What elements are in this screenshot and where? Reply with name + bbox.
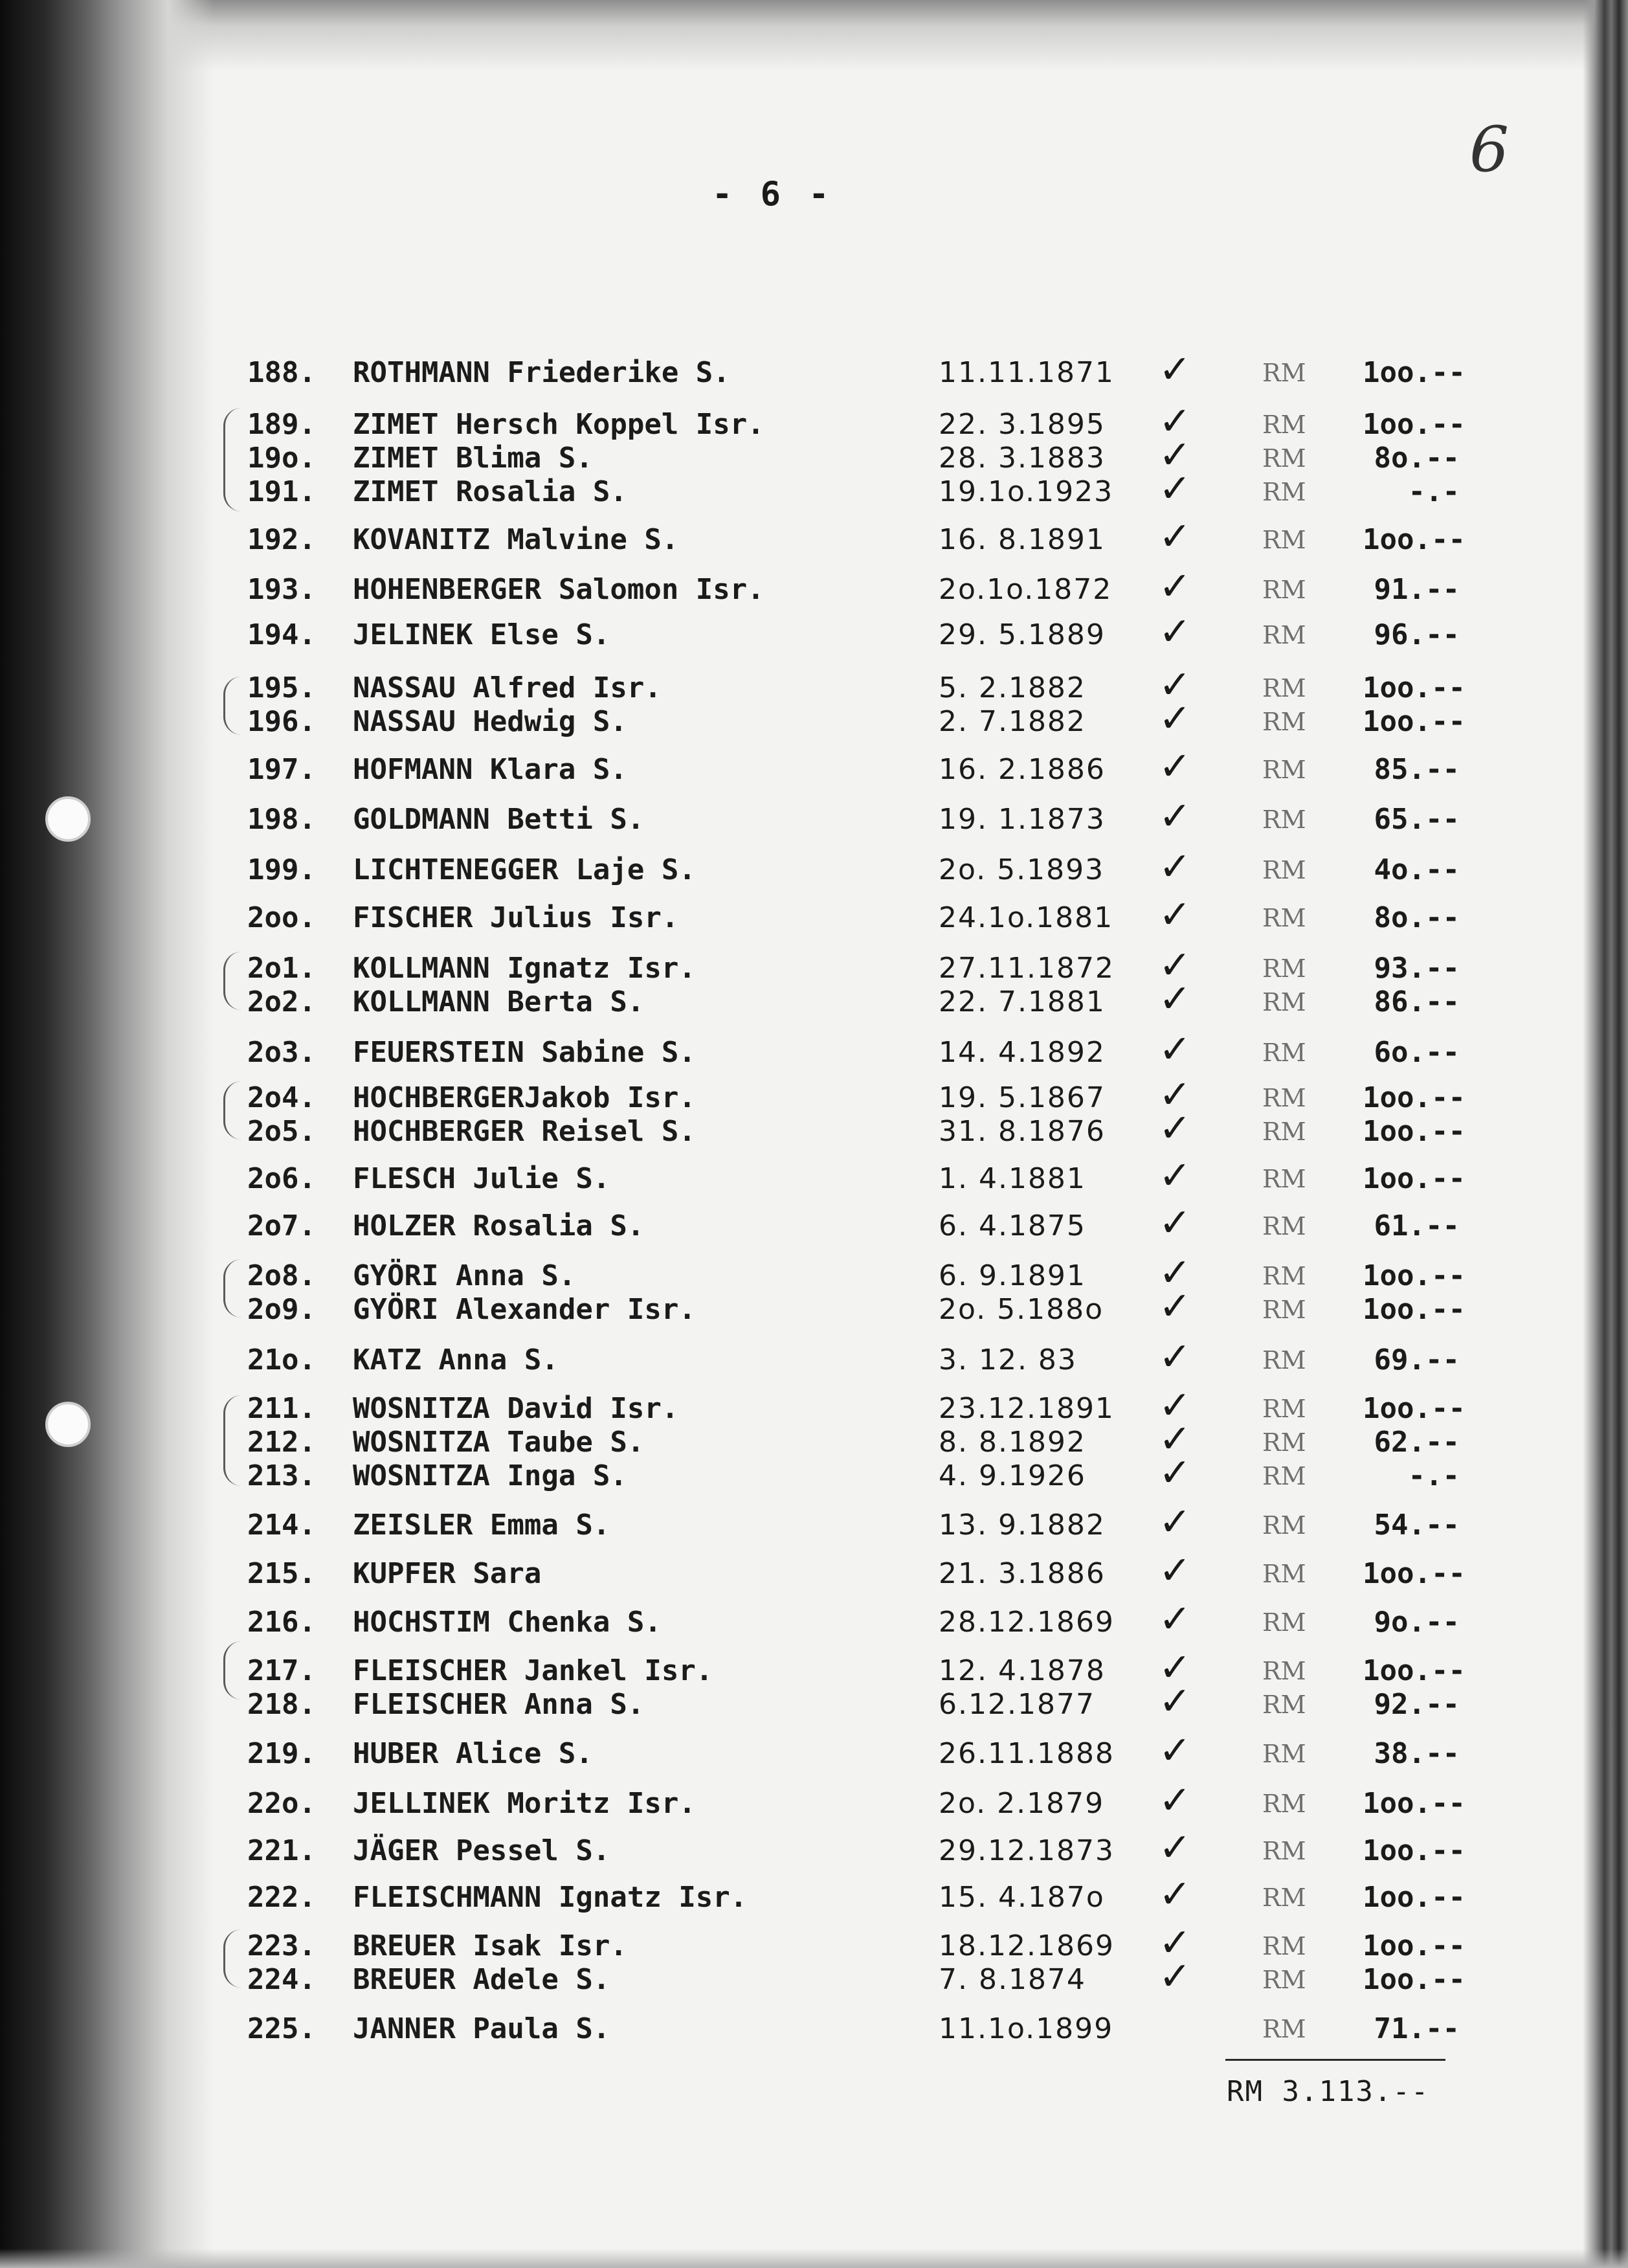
checkmark-icon: ✓ [1159,1417,1192,1462]
entry-amount: -.- [1408,1459,1460,1492]
checkmark-icon: ✓ [1159,1499,1192,1545]
entry-number: 216. [247,1606,316,1639]
entry-amount: 85.-- [1374,753,1460,786]
entry-number: 218. [247,1688,316,1721]
list-item [0,514,1628,563]
entry-birth-date: 11.1o.1899 [939,2012,1114,2045]
entry-currency: RM [1262,410,1306,439]
entry-amount: 1oo.-- [1363,1787,1466,1820]
entry-name: JANNER Paula S. [353,2012,610,2045]
entry-currency: RM [1262,621,1306,649]
entry-number: 2o3. [247,1036,316,1069]
list-item [0,1450,1628,1499]
entry-currency: RM [1262,1296,1306,1324]
entry-currency: RM [1262,1262,1306,1290]
entry-name: LICHTENEGGER Laje S. [353,853,696,886]
checkmark-icon: ✓ [1159,844,1192,890]
checkmark-icon: ✓ [1159,1920,1192,1966]
entry-amount: 1oo.-- [1363,1259,1466,1292]
entry-birth-date: 12. 4.1878 [939,1654,1106,1687]
list-item [0,844,1628,893]
checkmark-icon: ✓ [1159,514,1192,559]
entry-number: 2o6. [247,1162,316,1195]
entry-birth-date: 15. 4.187o [939,1881,1105,1914]
entry-name: KATZ Anna S. [353,1343,559,1376]
entry-number: 2o4. [247,1081,316,1114]
entry-currency: RM [1262,1511,1306,1540]
entry-name: WOSNITZA Inga S. [353,1459,627,1492]
entry-currency: RM [1262,1560,1306,1588]
entry-amount: 61.-- [1374,1209,1460,1242]
list-item [0,1334,1628,1384]
entry-birth-date: 21. 3.1886 [939,1557,1106,1590]
list-item [0,1027,1628,1076]
entry-currency: RM [1262,1212,1306,1241]
list-item [0,347,1628,396]
entry-currency: RM [1262,576,1306,604]
entry-currency: RM [1262,1084,1306,1112]
handwritten-page-number: 6 [1469,113,1510,186]
entry-currency: RM [1262,1790,1306,1818]
entry-currency: RM [1262,1883,1306,1912]
entry-name: KOLLMANN Ignatz Isr. [353,952,696,985]
entry-amount: 96.-- [1374,618,1460,651]
entry-name: ZIMET Rosalia S. [353,475,627,508]
entry-name: ROTHMANN Friederike S. [353,356,730,389]
entry-amount: 1oo.-- [1363,1081,1466,1114]
list-item [0,1825,1628,1874]
checkmark-icon: ✓ [1159,1200,1192,1246]
entry-name: JÄGER Pessel S. [353,1834,610,1867]
entry-currency: RM [1262,1462,1306,1490]
checkmark-icon: ✓ [1159,1679,1192,1724]
entry-name: FLEISCHMANN Ignatz Isr. [353,1881,748,1914]
entry-birth-date: 26.11.1888 [939,1737,1115,1770]
entry-number: 217. [247,1654,316,1687]
entry-birth-date: 8. 8.1892 [939,1426,1086,1459]
list-item [0,1499,1628,1549]
entry-name: KOLLMANN Berta S. [353,985,645,1018]
total-amount: RM 3.113.-- [1227,2075,1430,2108]
entry-amount: 38.-- [1374,1737,1460,1770]
entry-name: HOFMANN Klara S. [353,753,627,786]
entry-birth-date: 3. 12. 83 [939,1343,1077,1376]
list-item [0,1106,1628,1155]
entry-currency: RM [1262,1117,1306,1146]
list-item [0,1548,1628,1597]
entry-name: NASSAU Hedwig S. [353,705,627,738]
entry-birth-date: 16. 8.1891 [939,523,1106,556]
entry-number: 188. [247,356,316,389]
checkmark-icon: ✓ [1159,564,1192,609]
entry-birth-date: 2. 7.1882 [939,705,1086,738]
list-item [0,1597,1628,1646]
entry-number: 194. [247,618,316,651]
list-item [0,892,1628,941]
checkmark-icon: ✓ [1159,1778,1192,1823]
entry-birth-date: 2o.1o.1872 [939,573,1113,606]
entry-name: GYÖRI Alexander Isr. [353,1293,696,1326]
checkmark-icon: ✓ [1159,1284,1192,1329]
list-item [0,1679,1628,1728]
entry-amount: 1oo.-- [1363,1557,1466,1590]
entry-name: GOLDMANN Betti S. [353,803,645,836]
entry-amount: 1oo.-- [1363,523,1466,556]
entry-birth-date: 28.12.1869 [939,1606,1115,1639]
entry-amount: 1oo.-- [1363,1392,1466,1425]
entry-currency: RM [1262,1346,1306,1375]
entry-birth-date: 29.12.1873 [939,1834,1115,1867]
entry-amount: 65.-- [1374,803,1460,836]
entry-birth-date: 13. 9.1882 [939,1509,1106,1542]
entry-name: HOCHBERGERJakob Isr. [353,1081,696,1114]
entry-birth-date: 29. 5.1889 [939,618,1106,651]
checkmark-icon: ✓ [1159,1450,1192,1496]
entry-birth-date: 4. 9.1926 [939,1459,1086,1492]
checkmark-icon: ✓ [1159,399,1192,444]
entry-number: 193. [247,573,316,606]
entry-currency: RM [1262,359,1306,387]
entry-birth-date: 19. 5.1867 [939,1081,1106,1114]
entry-birth-date: 24.1o.1881 [939,901,1114,934]
entry-currency: RM [1262,1039,1306,1067]
entry-amount: 1oo.-- [1363,705,1466,738]
entry-number: 215. [247,1557,316,1590]
entry-number: 223. [247,1929,316,1962]
entry-amount: 8o.-- [1374,901,1460,934]
entry-birth-date: 19.1o.1923 [939,475,1114,508]
entry-name: HOHENBERGER Salomon Isr. [353,573,764,606]
list-item [0,696,1628,745]
entry-name: WOSNITZA David Isr. [353,1392,679,1425]
entry-number: 219. [247,1737,316,1770]
checkmark-icon: ✓ [1159,1728,1192,1773]
list-item [0,2012,1628,2052]
entry-number: 197. [247,753,316,786]
entry-name: FEUERSTEIN Sabine S. [353,1036,696,1069]
checkmark-icon: ✓ [1159,1334,1192,1380]
entry-amount: 1oo.-- [1363,1162,1466,1195]
entry-name: FLEISCHER Anna S. [353,1688,645,1721]
list-item [0,976,1628,1026]
entry-currency: RM [1262,756,1306,784]
entry-number: 19o. [247,442,316,475]
entry-name: HOCHSTIM Chenka S. [353,1606,662,1639]
entry-currency: RM [1262,1690,1306,1719]
list-item [0,794,1628,843]
entry-currency: RM [1262,805,1306,834]
list-item [0,1284,1628,1333]
checkmark-icon: ✓ [1159,1072,1192,1117]
entry-birth-date: 19. 1.1873 [939,803,1106,836]
entry-amount: 1oo.-- [1363,1929,1466,1962]
entry-amount: 92.-- [1374,1688,1460,1721]
entry-name: FISCHER Julius Isr. [353,901,679,934]
entry-currency: RM [1262,526,1306,554]
entry-birth-date: 22. 7.1881 [939,985,1106,1018]
entry-currency: RM [1262,2015,1306,2043]
entry-birth-date: 6. 9.1891 [939,1259,1086,1292]
list-item [0,1872,1628,1921]
entry-number: 199. [247,853,316,886]
entry-currency: RM [1262,988,1306,1016]
entry-amount: 1oo.-- [1363,1654,1466,1687]
entry-number: 214. [247,1509,316,1542]
entry-name: JELLINEK Moritz Isr. [353,1787,696,1820]
entry-birth-date: 2o. 5.188o [939,1293,1104,1326]
entry-currency: RM [1262,904,1306,932]
entry-number: 222. [247,1881,316,1914]
entry-currency: RM [1262,708,1306,736]
checkmark-icon: ✓ [1159,1645,1192,1690]
entry-name: HUBER Alice S. [353,1737,593,1770]
entry-name: FLESCH Julie S. [353,1162,610,1195]
entry-currency: RM [1262,1395,1306,1423]
entry-name: NASSAU Alfred Isr. [353,671,662,704]
entry-birth-date: 28. 3.1883 [939,442,1106,475]
entry-number: 189. [247,408,316,441]
entry-number: 2o5. [247,1115,316,1148]
checkmark-icon: ✓ [1159,1548,1192,1593]
checkmark-icon: ✓ [1159,466,1192,511]
entry-name: KOVANITZ Malvine S. [353,523,679,556]
entry-currency: RM [1262,1740,1306,1768]
entry-name: BREUER Isak Isr. [353,1929,627,1962]
entry-amount: 1oo.-- [1363,671,1466,704]
entry-number: 2o1. [247,952,316,985]
entry-currency: RM [1262,444,1306,473]
page-number: - 6 - [712,175,833,214]
list-item [0,1153,1628,1202]
checkmark-icon: ✓ [1159,432,1192,478]
entry-birth-date: 11.11.1871 [939,356,1115,389]
checkmark-icon: ✓ [1159,794,1192,839]
entry-birth-date: 23.12.1891 [939,1392,1115,1425]
entry-amount: 1oo.-- [1363,1115,1466,1148]
list-item [0,564,1628,613]
checkmark-icon: ✓ [1159,1383,1192,1428]
checkmark-icon: ✓ [1159,1027,1192,1072]
list-item [0,1954,1628,2003]
entry-number: 21o. [247,1343,316,1376]
entry-name: FLEISCHER Jankel Isr. [353,1654,713,1687]
entry-amount: 71.-- [1374,2012,1460,2045]
entry-number: 2o9. [247,1293,316,1326]
checkmark-icon: ✓ [1159,696,1192,741]
entry-amount: 1oo.-- [1363,1963,1466,1996]
checkmark-icon: ✓ [1159,1250,1192,1296]
entry-number: 192. [247,523,316,556]
checkmark-icon: ✓ [1159,1153,1192,1198]
entry-birth-date: 7. 8.1874 [939,1963,1086,1996]
entry-number: 22o. [247,1787,316,1820]
entry-number: 195. [247,671,316,704]
list-item [0,744,1628,793]
entry-number: 2oo. [247,901,316,934]
entry-name: ZIMET Hersch Koppel Isr. [353,408,764,441]
entry-birth-date: 31. 8.1876 [939,1115,1106,1148]
checkmark-icon: ✓ [1159,609,1192,655]
checkmark-icon: ✓ [1159,1954,1192,1999]
total-rule [1225,2059,1445,2061]
entry-amount: 1oo.-- [1363,1881,1466,1914]
checkmark-icon: ✓ [1159,976,1192,1022]
entry-number: 212. [247,1426,316,1459]
list-item [0,1200,1628,1250]
entry-currency: RM [1262,1428,1306,1457]
entry-currency: RM [1262,1657,1306,1685]
entry-amount: 91.-- [1374,573,1460,606]
entry-birth-date: 2o. 5.1893 [939,853,1105,886]
entry-currency: RM [1262,1165,1306,1193]
entry-currency: RM [1262,674,1306,702]
entry-birth-date: 27.11.1872 [939,952,1115,985]
entry-birth-date: 6. 4.1875 [939,1209,1086,1242]
entry-currency: RM [1262,1837,1306,1865]
checkmark-icon: ✓ [1159,1597,1192,1642]
entry-amount: 93.-- [1374,952,1460,985]
entry-amount: 62.-- [1374,1426,1460,1459]
entry-name: BREUER Adele S. [353,1963,610,1996]
entry-name: HOCHBERGER Reisel S. [353,1115,696,1148]
entry-name: KUPFER Sara [353,1557,542,1590]
entry-currency: RM [1262,954,1306,983]
entry-amount: 4o.-- [1374,853,1460,886]
entry-amount: 86.-- [1374,985,1460,1018]
entry-number: 191. [247,475,316,508]
checkmark-icon: ✓ [1159,1872,1192,1917]
entry-birth-date: 2o. 2.1879 [939,1787,1105,1820]
entry-number: 224. [247,1963,316,1996]
entry-number: 2o2. [247,985,316,1018]
entry-amount: 9o.-- [1374,1606,1460,1639]
entry-amount: 54.-- [1374,1509,1460,1542]
entry-amount: 8o.-- [1374,442,1460,475]
entry-amount: 1oo.-- [1363,1293,1466,1326]
entry-number: 225. [247,2012,316,2045]
entry-number: 221. [247,1834,316,1867]
entry-birth-date: 22. 3.1895 [939,408,1106,441]
entry-number: 198. [247,803,316,836]
entry-name: HOLZER Rosalia S. [353,1209,645,1242]
entry-number: 2o8. [247,1259,316,1292]
entry-amount: -.- [1408,475,1460,508]
entry-birth-date: 6.12.1877 [939,1688,1095,1721]
entry-birth-date: 1. 4.1881 [939,1162,1086,1195]
entry-number: 213. [247,1459,316,1492]
entry-amount: 1oo.-- [1363,1834,1466,1867]
entry-currency: RM [1262,1966,1306,1994]
entry-birth-date: 18.12.1869 [939,1929,1115,1962]
entry-name: WOSNITZA Taube S. [353,1426,645,1459]
entry-amount: 1oo.-- [1363,408,1466,441]
checkmark-icon: ✓ [1159,1825,1192,1870]
entry-name: GYÖRI Anna S. [353,1259,576,1292]
checkmark-icon: ✓ [1159,347,1192,392]
entry-birth-date: 14. 4.1892 [939,1036,1106,1069]
checkmark-icon: ✓ [1159,1106,1192,1151]
entry-number: 2o7. [247,1209,316,1242]
checkmark-icon: ✓ [1159,943,1192,988]
list-item [0,609,1628,658]
entry-name: ZIMET Blima S. [353,442,593,475]
entry-currency: RM [1262,1608,1306,1637]
entry-name: ZEISLER Emma S. [353,1509,610,1542]
entry-number: 211. [247,1392,316,1425]
entry-currency: RM [1262,1932,1306,1960]
list-item [0,1728,1628,1777]
entry-number: 196. [247,705,316,738]
entry-birth-date: 16. 2.1886 [939,753,1106,786]
list-item [0,466,1628,515]
entry-birth-date: 5. 2.1882 [939,671,1086,704]
entry-currency: RM [1262,478,1306,506]
entry-name: JELINEK Else S. [353,618,610,651]
entry-currency: RM [1262,856,1306,884]
checkmark-icon: ✓ [1159,744,1192,789]
entry-amount: 69.-- [1374,1343,1460,1376]
checkmark-icon: ✓ [1159,892,1192,938]
entry-amount: 1oo.-- [1363,356,1466,389]
list-item [0,1778,1628,1827]
entry-amount: 6o.-- [1374,1036,1460,1069]
checkmark-icon: ✓ [1159,662,1192,708]
